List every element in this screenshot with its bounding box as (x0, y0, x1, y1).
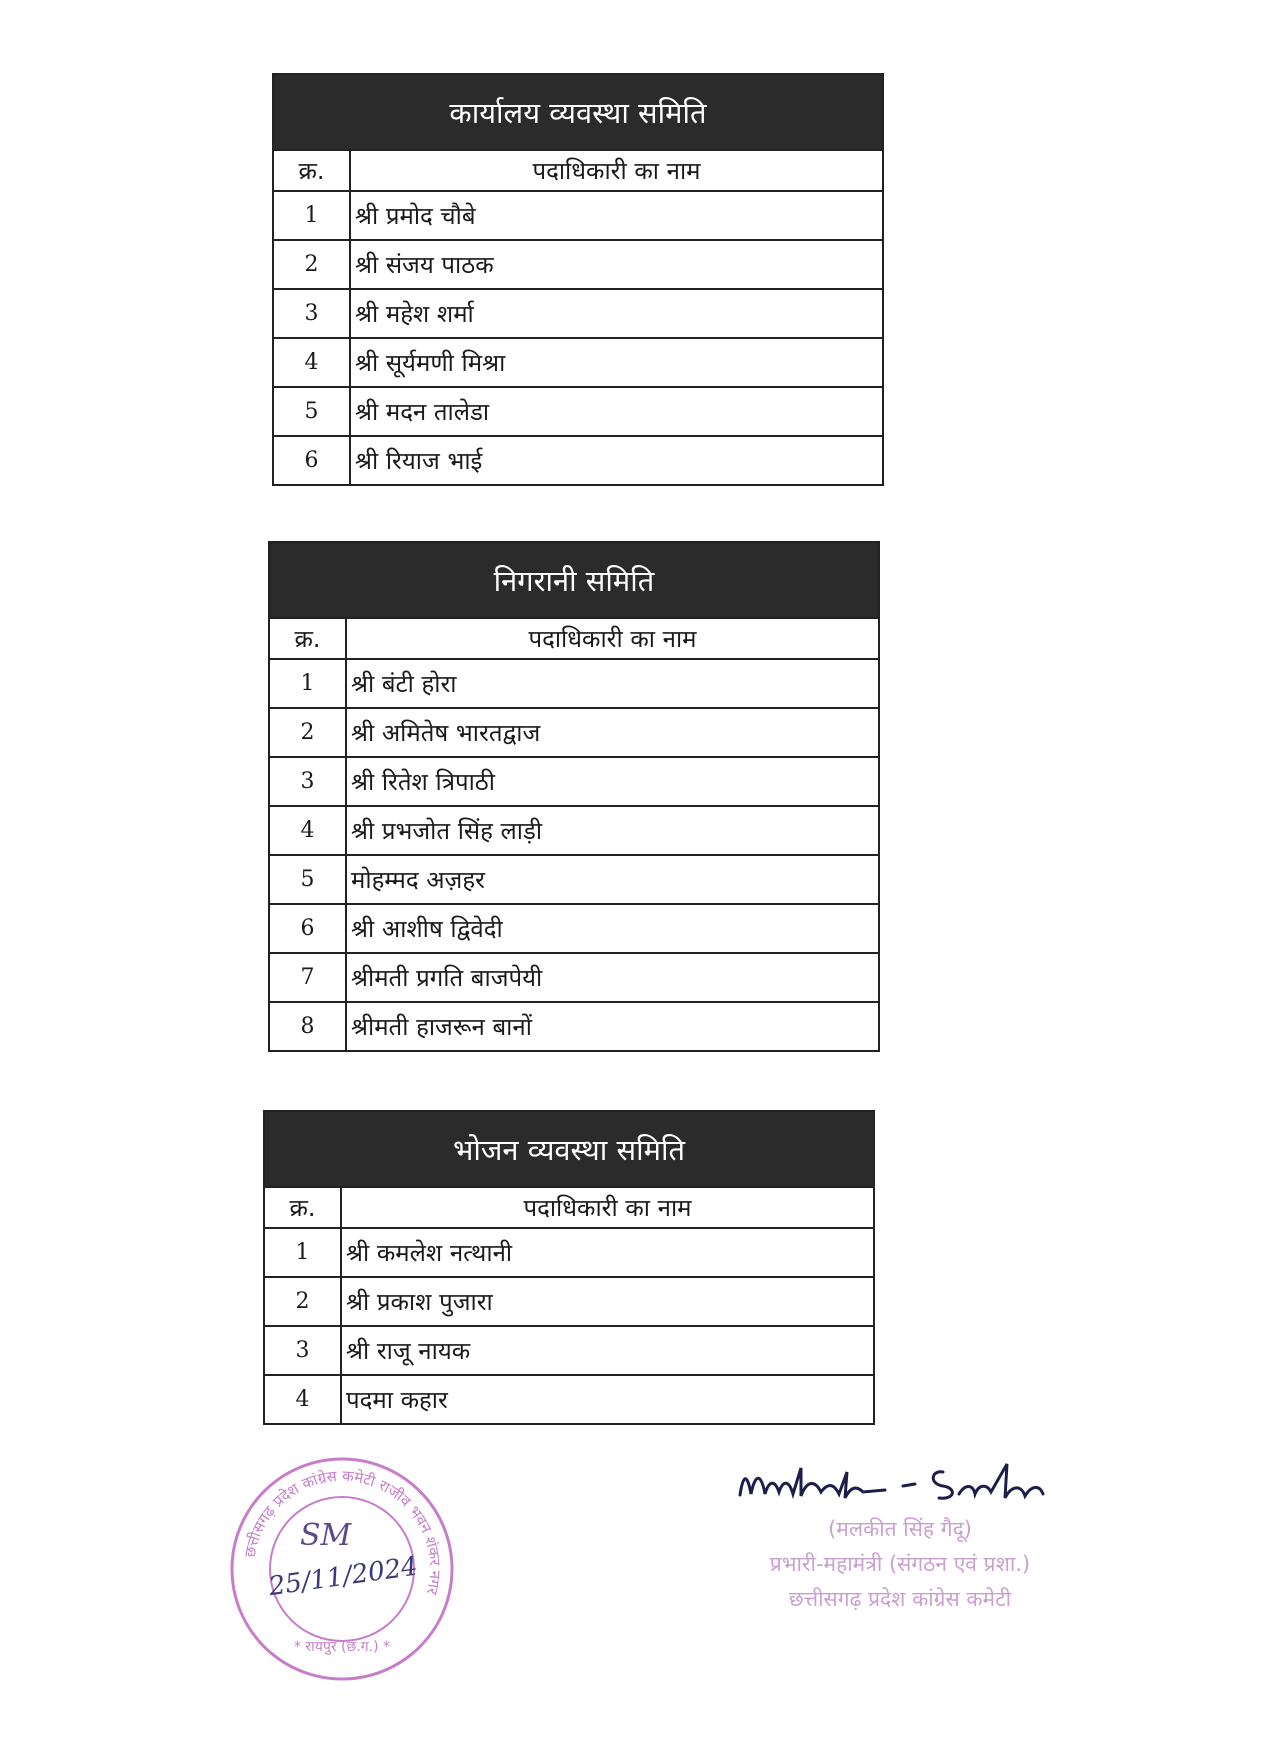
name-header: पदाधिकारी का नाम (350, 150, 883, 191)
members-table (268, 617, 880, 1052)
serial-header: क्र. (273, 150, 350, 191)
signatory-designation: प्रभारी-महामंत्री (संगठन एवं प्रशा.) (769, 1552, 1031, 1576)
stamp-initials: SM (300, 1518, 352, 1553)
table-row (269, 757, 879, 806)
committee-monitoring (268, 541, 880, 1052)
serial-cell: 1 (264, 1228, 341, 1277)
name-cell: श्री राजू नायक (341, 1326, 874, 1375)
serial-cell: 6 (269, 904, 346, 953)
serial-header: क्र. (269, 618, 346, 659)
name-cell: श्री संजय पाठक (350, 240, 883, 289)
committee-title: कार्यालय व्यवस्था समिति (272, 73, 884, 149)
table-row (264, 1375, 874, 1424)
serial-cell: 2 (273, 240, 350, 289)
table-row (273, 387, 883, 436)
serial-header: क्र. (264, 1187, 341, 1228)
name-cell: श्री प्रभजोत सिंह लाड़ी (346, 806, 879, 855)
table-row (264, 1277, 874, 1326)
table-row (273, 191, 883, 240)
signature-scribble (735, 1450, 1085, 1510)
table-header-row (269, 618, 879, 659)
stamp-ring-text: छत्तीसगढ़ प्रदेश कांग्रेस कमेटी राजीव भवन शंकर नगर (240, 1466, 445, 1597)
table-row (269, 708, 879, 757)
serial-cell: 2 (269, 708, 346, 757)
name-cell: श्री महेश शर्मा (350, 289, 883, 338)
serial-cell: 3 (273, 289, 350, 338)
name-cell: श्री बंटी होरा (346, 659, 879, 708)
table-row (273, 436, 883, 485)
name-cell: मोहम्मद अज़हर (346, 855, 879, 904)
table-row (269, 953, 879, 1002)
serial-cell: 2 (264, 1277, 341, 1326)
name-cell: श्री रियाज भाई (350, 436, 883, 485)
table-row (269, 855, 879, 904)
name-cell: श्री प्रमोद चौबे (350, 191, 883, 240)
name-cell: श्रीमती प्रगति बाजपेयी (346, 953, 879, 1002)
office-stamp (228, 1455, 456, 1683)
serial-cell: 1 (269, 659, 346, 708)
name-cell: श्री मदन तालेडा (350, 387, 883, 436)
name-header: पदाधिकारी का नाम (341, 1187, 874, 1228)
members-table (263, 1186, 875, 1425)
stamp-city: * रायपुर (छ.ग.) * (293, 1639, 391, 1655)
serial-cell: 8 (269, 1002, 346, 1051)
table-header-row (264, 1187, 874, 1228)
committee-office-management (272, 73, 884, 486)
name-cell: श्री अमितेष भारतद्वाज (346, 708, 879, 757)
table-header-row (273, 150, 883, 191)
members-table (272, 149, 884, 486)
committee-title: भोजन व्यवस्था समिति (263, 1110, 875, 1186)
table-row (273, 240, 883, 289)
signatory-name: (मलकीत सिंह गैदू) (828, 1517, 972, 1541)
committee-food-management (263, 1110, 875, 1425)
serial-cell: 7 (269, 953, 346, 1002)
serial-cell: 1 (273, 191, 350, 240)
serial-cell: 5 (269, 855, 346, 904)
serial-cell: 4 (269, 806, 346, 855)
serial-cell: 4 (264, 1375, 341, 1424)
serial-cell: 4 (273, 338, 350, 387)
serial-cell: 6 (273, 436, 350, 485)
table-row (269, 806, 879, 855)
table-row (269, 1002, 879, 1051)
name-cell: श्री सूर्यमणी मिश्रा (350, 338, 883, 387)
table-row (269, 659, 879, 708)
signatory-organization: छत्तीसगढ़ प्रदेश कांग्रेस कमेटी (788, 1587, 1012, 1611)
serial-cell: 5 (273, 387, 350, 436)
name-cell: श्री रितेश त्रिपाठी (346, 757, 879, 806)
name-cell: श्रीमती हाजरून बानों (346, 1002, 879, 1051)
table-row (273, 289, 883, 338)
name-cell: श्री कमलेश नत्थानी (341, 1228, 874, 1277)
name-header: पदाधिकारी का नाम (346, 618, 879, 659)
name-cell: पदमा कहार (341, 1375, 874, 1424)
name-cell: श्री प्रकाश पुजारा (341, 1277, 874, 1326)
name-cell: श्री आशीष द्विवेदी (346, 904, 879, 953)
table-row (264, 1326, 874, 1375)
committee-title: निगरानी समिति (268, 541, 880, 617)
table-row (264, 1228, 874, 1277)
table-row (273, 338, 883, 387)
serial-cell: 3 (264, 1326, 341, 1375)
signature-block (690, 1512, 1110, 1617)
stamp-date: 25/11/2024 (266, 1551, 420, 1603)
table-row (269, 904, 879, 953)
serial-cell: 3 (269, 757, 346, 806)
